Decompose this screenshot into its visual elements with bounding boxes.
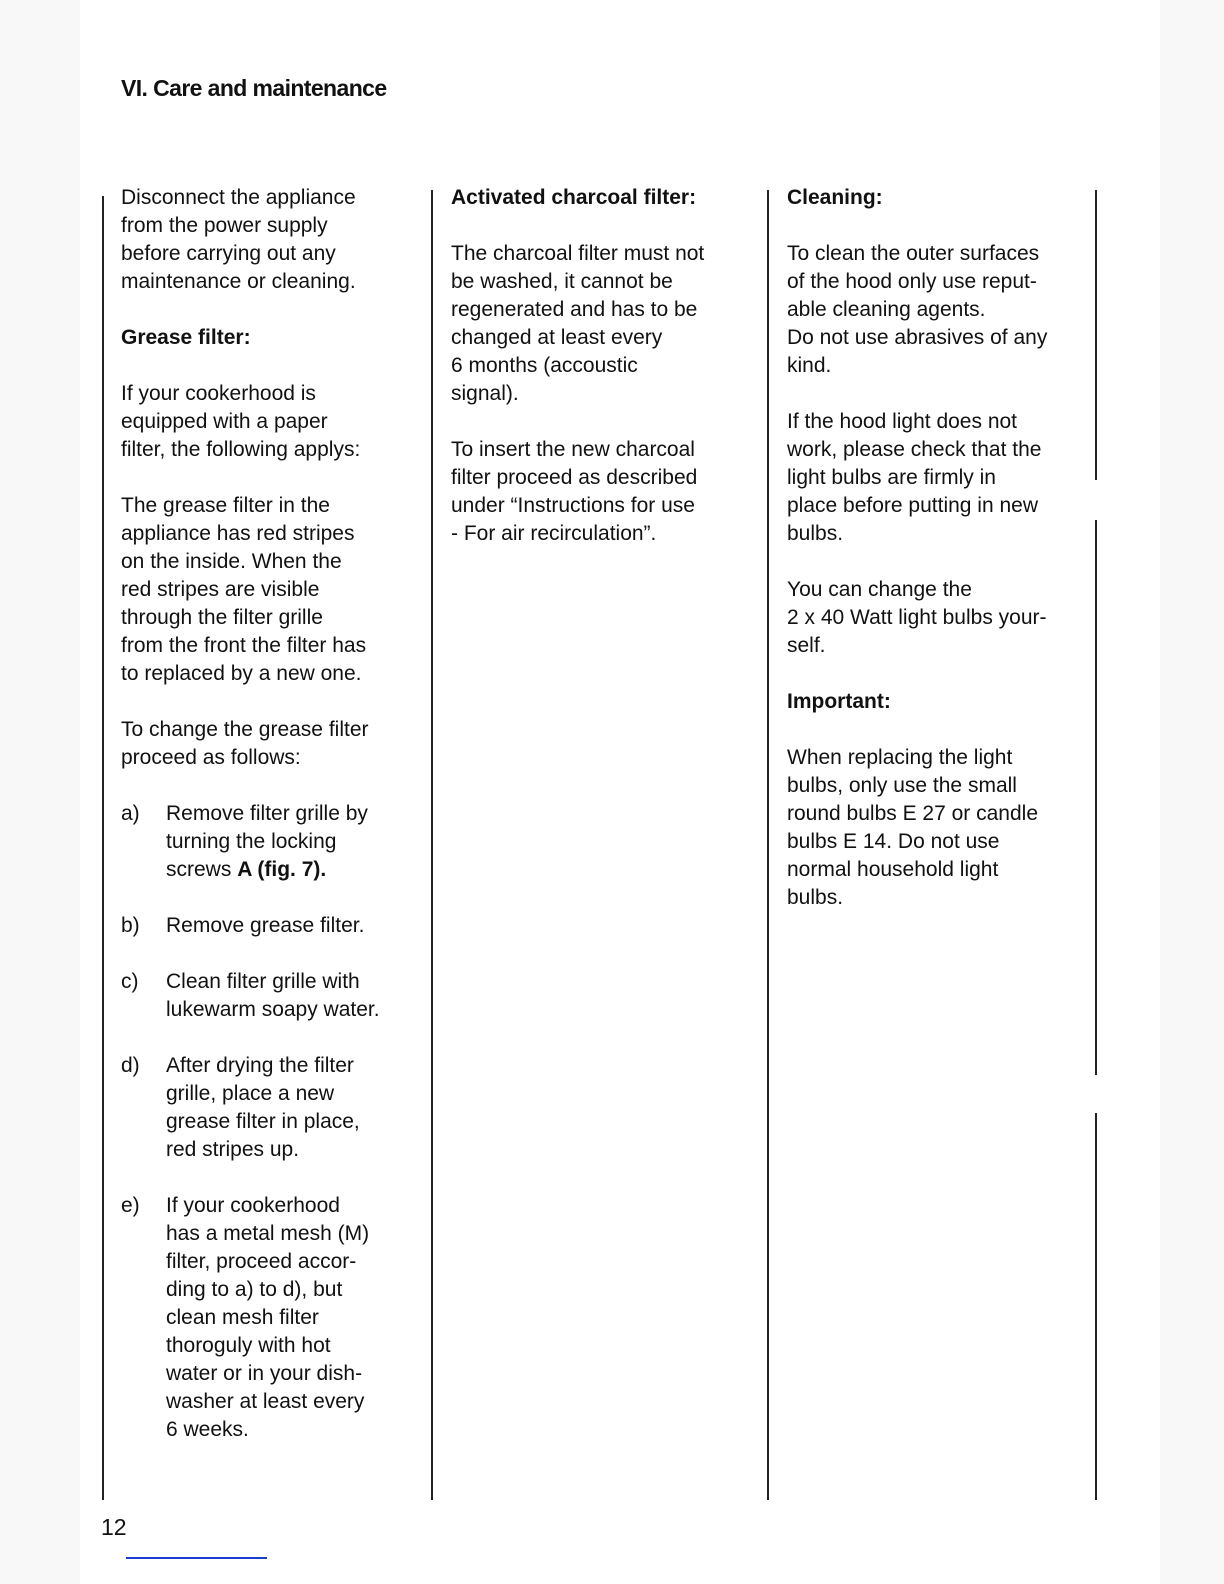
column-cleaning	[787, 184, 1087, 940]
column-rule-1	[431, 190, 433, 1500]
important-heading: Important:	[787, 690, 891, 713]
column-rule-left	[102, 196, 104, 1500]
column-charcoal-filter	[451, 184, 751, 576]
bulbs-paragraph: You can change the 2 x 40 Watt light bulbs your- self.	[787, 578, 1047, 657]
outer-surfaces-paragraph: To clean the outer surfaces of the hood only use reput- able cleaning agents. Do not use abrasives of any kind.	[787, 242, 1048, 377]
paper-filter-paragraph: If your cookerhood is equipped with a paper filter, the following applys:	[121, 382, 361, 461]
page-number: 12	[101, 1514, 127, 1540]
step-label: d)	[121, 1054, 140, 1077]
list-item: c) Clean filter grille with lukewarm soapy water.	[121, 968, 421, 1024]
column-rule-right-1	[1095, 190, 1097, 480]
grease-filter-heading: Grease filter:	[121, 326, 251, 349]
list-item: d) After drying the filter grille, place a new grease filter in place, red stripes up.	[121, 1052, 421, 1164]
hood-light-paragraph: If the hood light does not work, please check that the light bulbs are firmly in place before putting in new bulbs.	[787, 410, 1042, 545]
intro-paragraph: Disconnect the appliance from the power supply before carrying out any maintenance or cleaning.	[121, 186, 356, 293]
cleaning-heading: Cleaning:	[787, 186, 883, 209]
column-rule-right-2	[1095, 520, 1097, 1075]
red-stripes-paragraph: The grease filter in the appliance has red stripes on the inside. When the red stripes are visible through the filter grille from the front the filter has to replaced by a new one.	[121, 494, 367, 685]
column-rule-right-3	[1095, 1113, 1097, 1500]
charcoal-filter-heading: Activated charcoal filter:	[451, 186, 697, 209]
column-rule-2	[767, 190, 769, 1500]
step-label: a)	[121, 802, 140, 825]
step-label: b)	[121, 914, 140, 937]
step-label: c)	[121, 970, 139, 993]
change-filter-paragraph: To change the grease filter proceed as follows:	[121, 718, 369, 769]
insert-charcoal-paragraph: To insert the new charcoal filter proceed as described under “Instructions for use - For air recirculation”.	[451, 438, 698, 545]
section-title: VI. Care and maintenance	[121, 75, 387, 101]
list-item: e) If your cookerhood has a metal mesh (M) filter, proceed accor- ding to a) to d), but clean mesh filter thoroguly with hot water or in your dish- washer at least every 6 weeks.	[121, 1192, 421, 1444]
column-grease-filter	[121, 184, 421, 1472]
list-item: a) Remove filter grille by turning the locking screws A (fig. 7).	[121, 800, 421, 884]
footer-underline	[126, 1557, 267, 1559]
charcoal-paragraph: The charcoal filter must not be washed, it cannot be regenerated and has to be changed at least every 6 months (accoustic signal).	[451, 242, 705, 405]
figure-reference: A (fig. 7).	[237, 858, 327, 881]
replacing-bulbs-paragraph: When replacing the light bulbs, only use the small round bulbs E 27 or candle bulbs E 14. Do not use normal household light bulbs.	[787, 746, 1039, 909]
step-label: e)	[121, 1194, 140, 1217]
list-item: b) Remove grease filter.	[121, 912, 421, 940]
